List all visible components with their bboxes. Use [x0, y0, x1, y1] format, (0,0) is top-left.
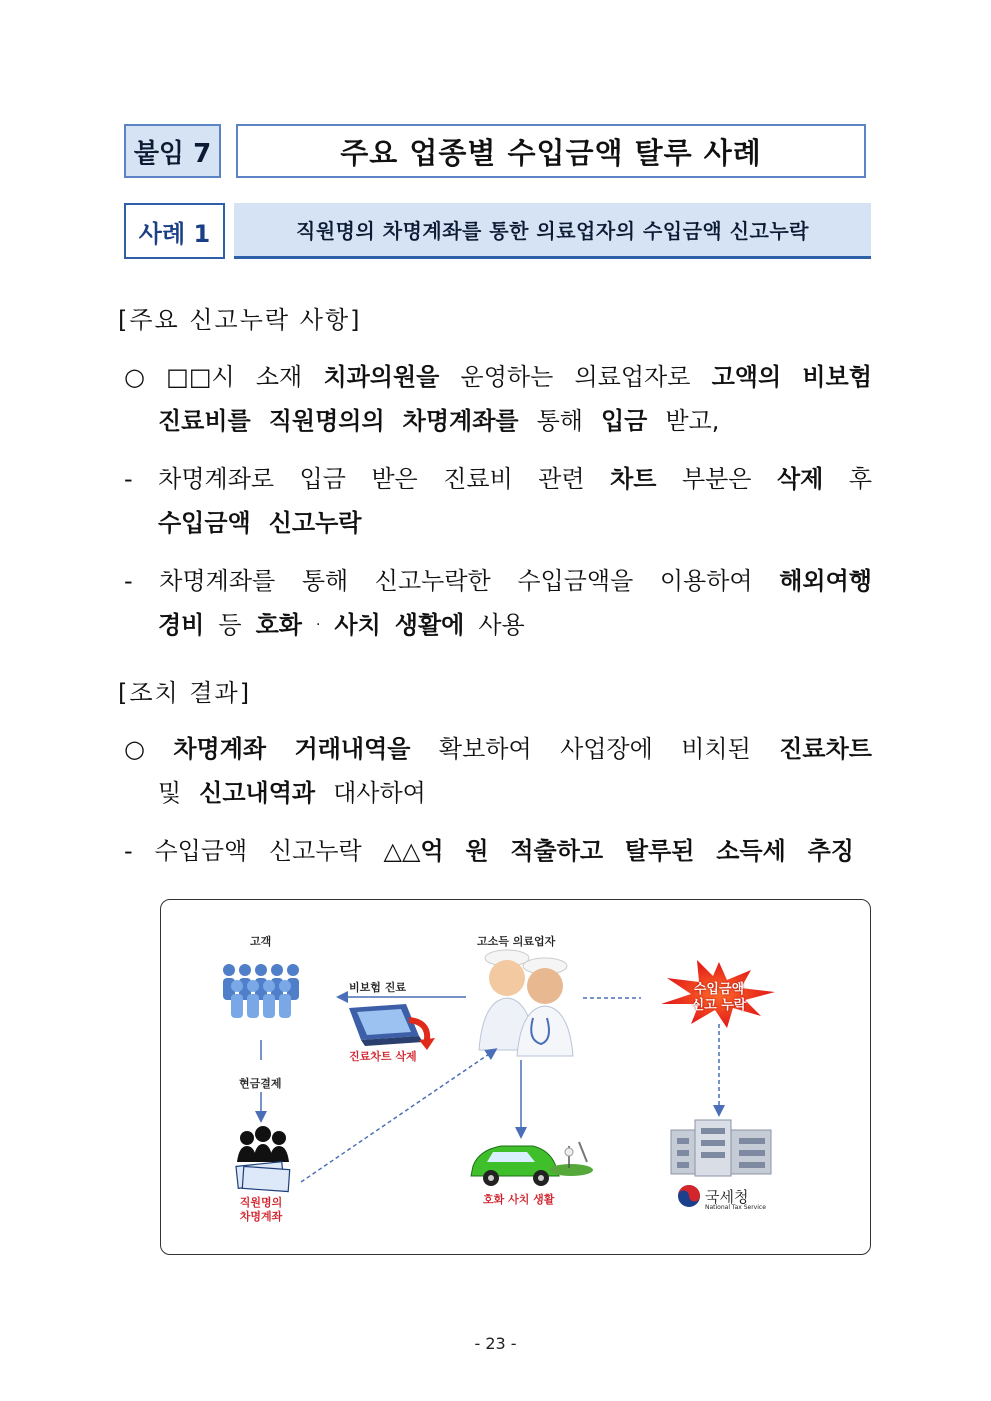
word: 통해 [536, 407, 583, 435]
word: 사치 [334, 611, 381, 639]
luxury-life-label: 호화 사치 생활 [483, 1193, 555, 1206]
nts-logo-icon [678, 1185, 700, 1207]
word: 운영하는 [460, 363, 554, 391]
flow-diagram [160, 899, 871, 1255]
word: 받은 [371, 465, 418, 493]
result-item-1 [124, 727, 872, 815]
word: 경비 [158, 611, 205, 639]
word: 입금 [600, 407, 648, 435]
word: 호화 [255, 611, 302, 639]
word: 신고누락 [268, 837, 362, 865]
omission-item-3-line-1 [124, 559, 872, 603]
account-holders-icon [236, 1126, 290, 1192]
attachment-label: 붙임 7 [124, 124, 221, 178]
word: 차트 [610, 465, 657, 493]
bullet: - [124, 837, 133, 865]
word: 관련 [538, 465, 585, 493]
cash-payment-label: 현금결제 [239, 1077, 282, 1090]
bullet: ○ [124, 363, 145, 391]
page-number: - 23 - [474, 1334, 517, 1353]
borrowed-account-label: 직원명의 차명계좌 [239, 1196, 283, 1223]
word: 및 [158, 779, 182, 807]
word: 추징 [807, 837, 854, 865]
nts-sub-label: National Tax Service [705, 1204, 766, 1211]
word: 확보하여 [438, 735, 532, 763]
omission-heading: [주요 신고누락 사항] [118, 306, 362, 334]
omission-item-3 [124, 559, 872, 647]
word: 통해 [301, 567, 349, 595]
bullet: - [124, 567, 133, 595]
omission-item-3-line-2 [124, 603, 872, 647]
word: 생활에 [394, 611, 465, 639]
word: 신고누락 [268, 509, 362, 537]
word: 수입금액 [154, 837, 248, 865]
word: 진료차트 [779, 735, 872, 763]
word: 고액의 [711, 363, 782, 391]
word: 거래내역을 [294, 735, 411, 763]
word: 진료비를 [158, 407, 251, 435]
word: 의료업자로 [574, 363, 691, 391]
word: 비치된 [681, 735, 751, 763]
word: 차명계좌 [173, 735, 267, 763]
word: 이용하여 [659, 567, 753, 595]
nts-label: 국세청 [705, 1188, 749, 1206]
word: 신고누락한 [374, 567, 491, 595]
result-item-2 [124, 829, 872, 873]
word: · [315, 617, 321, 633]
word: 직원명의의 [268, 407, 385, 435]
word: 소득세 [716, 837, 786, 865]
result-heading: [조치 결과] [118, 679, 252, 707]
word: 후 [848, 465, 872, 493]
word: 소재 [255, 363, 303, 391]
result-item-1-line-2 [124, 771, 872, 815]
case-label: 사례 1 [124, 203, 225, 259]
case-title: 직원명의 차명계좌를 통한 의료업자의 수입금액 신고누락 [234, 203, 871, 259]
bullet: - [124, 465, 133, 493]
bullet: ○ [124, 735, 145, 763]
page-title: 주요 업종별 수입금액 탈루 사례 [236, 124, 866, 178]
word: 받고, [665, 407, 720, 435]
word: 부분은 [681, 465, 752, 493]
doctors-icon [479, 950, 573, 1056]
word: 삭제 [776, 465, 824, 493]
word: 대사하여 [333, 779, 426, 807]
word: 수입금액 [158, 509, 251, 537]
word: 차명계좌로 [158, 465, 275, 493]
doctor-label: 고소득 의료업자 [477, 935, 556, 948]
laptop-icon [349, 1004, 435, 1050]
omission-item-2-line-2 [124, 501, 872, 545]
word: 입금 [299, 465, 346, 493]
omission-item-1 [124, 355, 872, 443]
word: □□시 [166, 363, 235, 391]
omission-item-2-line-1 [124, 457, 872, 501]
nts-building-icon [671, 1120, 771, 1176]
result-item-2-line-1 [124, 829, 872, 873]
word: 등 [218, 611, 242, 639]
word: 원 [465, 837, 489, 865]
word: 사업장에 [560, 735, 653, 763]
omission-item-1-line-2 [124, 399, 872, 443]
omission-burst-label: 수입금액 신고 누락 [691, 982, 747, 1013]
word: 탈루된 [624, 837, 695, 865]
luxury-car-icon [471, 1146, 559, 1186]
word: 적출하고 [510, 837, 604, 865]
customers-icon [223, 964, 299, 1018]
word: 신고내역과 [199, 779, 316, 807]
result-item-1-line-1 [124, 727, 872, 771]
omission-item-1-line-1 [124, 355, 872, 399]
word: 차명계좌를 [159, 567, 276, 595]
omission-item-2 [124, 457, 872, 545]
word: 비보험 [802, 363, 872, 391]
word: △△억 [383, 837, 444, 865]
customer-label: 고객 [250, 935, 272, 948]
word: 사용 [478, 611, 525, 639]
uninsured-treatment-label: 비보험 진료 [349, 981, 406, 994]
word: 진료비 [443, 465, 513, 493]
word: 차명계좌를 [402, 407, 519, 435]
word: 치과의원을 [323, 363, 440, 391]
chart-delete-label: 진료차트 삭제 [349, 1050, 417, 1063]
golf-icon [549, 1142, 593, 1176]
word: 수입금액을 [517, 567, 634, 595]
word: 해외여행 [779, 567, 872, 595]
